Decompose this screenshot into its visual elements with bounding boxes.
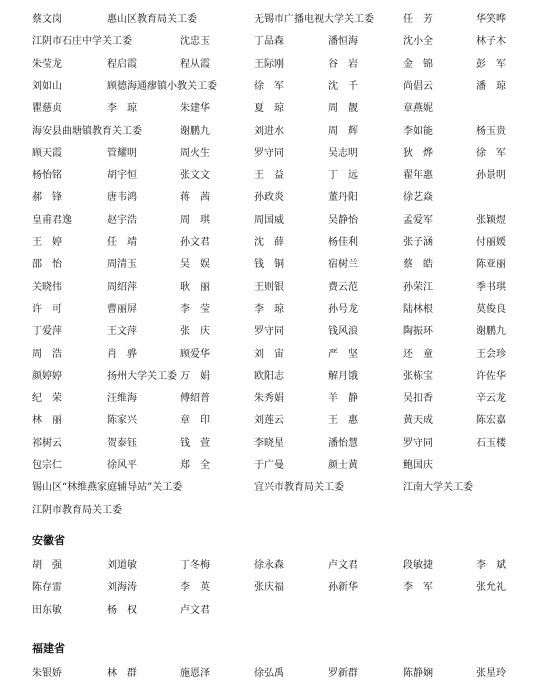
- list-item: 徐永森: [254, 560, 284, 571]
- list-item: 海安县曲塘镇教育关工委: [32, 125, 142, 137]
- list-item: 石玉楼: [476, 437, 506, 449]
- list-item: 陈亚丽: [476, 259, 506, 271]
- list-item: 张庆福: [254, 582, 284, 594]
- name-row: [0, 578, 542, 600]
- list-item: 李晓星: [254, 437, 284, 449]
- list-item: 刘莲云: [254, 415, 284, 427]
- list-item: 段敏捷: [403, 560, 433, 571]
- list-item: 沈 千: [328, 80, 358, 92]
- list-item: 李 琼: [107, 103, 137, 115]
- list-item: 刘道敏: [107, 560, 137, 571]
- list-item: 钱风浪: [328, 326, 358, 338]
- list-item: 许 可: [32, 303, 62, 315]
- list-item: 钱 铜: [254, 259, 284, 271]
- list-item: 肖 骅: [107, 348, 137, 360]
- list-item: 莫俊良: [476, 303, 506, 315]
- list-item: 谷 岩: [328, 58, 358, 70]
- list-item: 曹丽屏: [107, 303, 137, 315]
- list-item: 黄天成: [403, 415, 433, 427]
- name-row: [0, 300, 542, 322]
- list-item: 陶振环: [403, 326, 433, 338]
- list-item: 翟年惠: [403, 170, 433, 182]
- list-item: 羊 静: [328, 393, 358, 405]
- list-item: 李 琼: [254, 303, 284, 315]
- list-item: 章 印: [180, 415, 210, 427]
- list-item: 郝 锋: [32, 192, 62, 204]
- list-item: 顾天霞: [32, 147, 62, 159]
- list-item: 施恩泽: [180, 668, 210, 679]
- organization-name: 江阴市教育局关工委: [32, 504, 122, 516]
- list-item: 陈家兴: [107, 415, 137, 427]
- list-item: 罗守同: [254, 147, 284, 159]
- list-item: 胡宇恒: [107, 170, 137, 182]
- list-item: 李 军: [403, 582, 433, 594]
- list-item: 孙新华: [328, 582, 358, 594]
- list-item: 金 锦: [403, 58, 433, 70]
- list-item: 吴 娱: [180, 259, 210, 271]
- list-item: 林 丽: [32, 415, 62, 427]
- name-row: [0, 434, 542, 456]
- organization-row: [0, 501, 542, 523]
- list-item: 夏 琼: [254, 103, 284, 115]
- list-item: 张文文: [180, 170, 210, 182]
- list-item: 严 坚: [328, 348, 358, 360]
- list-item: 沈 薛: [254, 237, 284, 248]
- list-item: 孙政炎: [254, 192, 284, 204]
- list-item: 朱秀娟: [254, 393, 284, 405]
- list-item: 周 琪: [180, 214, 210, 226]
- list-item: 王 惠: [328, 415, 358, 427]
- list-item: 纪 荣: [32, 393, 62, 405]
- list-item: 吴志明: [328, 147, 358, 159]
- list-item: 还 童: [403, 348, 433, 360]
- list-item: 鲍国庆: [403, 460, 433, 471]
- list-item: 扬州大学关工委: [107, 370, 177, 382]
- list-item: 陈宏嘉: [476, 415, 506, 427]
- list-item: 徐风平: [107, 460, 137, 471]
- list-item: 陆林根: [403, 303, 433, 315]
- list-item: 辛云龙: [476, 393, 506, 405]
- list-item: 张子涵: [403, 237, 433, 248]
- list-item: 周 浩: [32, 348, 62, 360]
- list-item: 蒋 茜: [180, 192, 210, 204]
- organization-name: 江南大学关工委: [403, 482, 473, 494]
- list-item: 张栋宝: [403, 370, 433, 382]
- list-item: 顾爱华: [180, 348, 210, 360]
- name-row: [0, 278, 542, 300]
- list-item: 王会珍: [476, 348, 506, 360]
- name-row: [0, 411, 542, 433]
- list-item: 陈静娴: [403, 668, 433, 679]
- list-item: 潘怡慧: [328, 437, 358, 449]
- list-item: 付丽媛: [476, 237, 506, 248]
- list-item: 欧阳志: [254, 370, 284, 382]
- list-item: 邵 怡: [32, 259, 62, 271]
- name-row: [0, 389, 542, 411]
- list-item: 任 靖: [107, 237, 137, 248]
- list-item: 周火生: [180, 147, 210, 159]
- list-item: 杨怡铭: [32, 170, 62, 182]
- list-item: 李 英: [180, 582, 210, 594]
- list-item: 杨佳利: [328, 237, 358, 248]
- list-item: 江阴市石庄中学关工委: [32, 36, 132, 48]
- list-item: 程从霞: [180, 58, 210, 70]
- section-title: 福建省: [32, 642, 65, 655]
- name-row: [0, 664, 542, 686]
- list-item: 任 芳: [403, 14, 433, 25]
- name-row: [0, 188, 542, 210]
- list-item: 张允礼: [476, 582, 506, 594]
- list-item: 费云范: [328, 281, 358, 293]
- list-item: 胡 强: [32, 560, 62, 571]
- list-item: 杨玉贵: [476, 125, 506, 137]
- list-item: 王 益: [254, 170, 284, 182]
- name-row: [0, 233, 542, 255]
- list-item: 谢鹏九: [476, 326, 506, 338]
- list-item: 彭 军: [476, 58, 506, 70]
- list-item: 傅绍普: [180, 393, 210, 405]
- list-item: 杨 权: [107, 604, 137, 616]
- list-item: 吴扣香: [403, 393, 433, 405]
- list-item: 朱银娇: [32, 668, 62, 679]
- list-item: 关晓伟: [32, 281, 62, 293]
- organization-name: 宜兴市教育局关工委: [254, 482, 344, 494]
- list-item: 刘进水: [254, 125, 284, 137]
- list-item: 惠山区教育局关工委: [107, 14, 197, 25]
- list-item: 瞿慈贞: [32, 103, 62, 115]
- list-item: 宿树兰: [328, 259, 358, 271]
- list-item: 周绍萍: [107, 281, 137, 293]
- list-item: 季书琪: [476, 281, 506, 293]
- list-item: 徐 军: [476, 147, 506, 159]
- list-item: 李如能: [403, 125, 433, 137]
- list-item: 卢文君: [328, 560, 358, 571]
- name-row: [0, 255, 542, 277]
- list-item: 郑 全: [180, 460, 210, 471]
- list-item: 李 莹: [180, 303, 210, 315]
- list-item: 丁品森: [254, 36, 284, 48]
- list-item: 罗守同: [403, 437, 433, 449]
- list-item: 丁爱萍: [32, 326, 62, 338]
- name-row: [0, 367, 542, 389]
- name-row: [0, 77, 542, 99]
- list-item: 耿 丽: [180, 281, 210, 293]
- list-item: 田东敏: [32, 604, 62, 616]
- list-item: 王文萍: [107, 326, 137, 338]
- list-item: 王 婷: [32, 237, 62, 248]
- list-item: 李 斌: [476, 560, 506, 571]
- list-item: 林子木: [476, 36, 506, 48]
- name-row: [0, 122, 542, 144]
- list-item: 程启霞: [107, 58, 137, 70]
- name-row: [0, 601, 542, 623]
- section-title: 安徽省: [32, 534, 65, 547]
- list-item: 孙景明: [476, 170, 506, 182]
- list-item: 罗守同: [254, 326, 284, 338]
- list-item: 张颖煜: [476, 214, 506, 226]
- list-item: 万 娟: [180, 370, 210, 382]
- list-item: 祁树云: [32, 437, 62, 449]
- list-item: 丁 远: [328, 170, 358, 182]
- list-item: 无锡市广播电视大学关工委: [254, 14, 374, 25]
- list-item: 谢鹏九: [180, 125, 210, 137]
- list-item: 沈忠玉: [180, 36, 210, 48]
- name-row: [0, 10, 542, 32]
- list-item: 贺泰钰: [107, 437, 137, 449]
- name-row: [0, 322, 542, 344]
- list-item: 蔡文岗: [32, 14, 62, 25]
- list-item: 王则银: [254, 281, 284, 293]
- list-item: 孙号龙: [328, 303, 358, 315]
- list-item: 潘恒海: [328, 36, 358, 48]
- list-item: 唐韦鸿: [107, 192, 137, 204]
- list-item: 董丹阳: [328, 192, 358, 204]
- list-item: 包宗仁: [32, 460, 62, 471]
- list-item: 吴静怡: [328, 214, 358, 226]
- list-item: 狄 烨: [403, 147, 433, 159]
- list-item: 钱 萱: [180, 437, 210, 449]
- organization-row: [0, 478, 542, 500]
- list-item: 刘如山: [32, 80, 62, 92]
- list-item: 张星玲: [476, 668, 506, 679]
- list-item: 朱建华: [180, 103, 210, 115]
- list-item: 陈存雷: [32, 582, 62, 594]
- list-item: 赵宇浩: [107, 214, 137, 226]
- list-item: 周 靓: [328, 103, 358, 115]
- list-item: 颜婷婷: [32, 370, 62, 382]
- list-item: 刘海涛: [107, 582, 137, 594]
- name-row: [0, 32, 542, 54]
- list-item: 汪维海: [107, 393, 137, 405]
- list-item: 于广曼: [254, 460, 284, 471]
- organization-name: 锡山区“林维燕家庭辅导站”关工委: [32, 482, 183, 494]
- name-row: [0, 556, 542, 578]
- list-item: 周清玉: [107, 259, 137, 271]
- list-item: 章燕妮: [403, 103, 433, 115]
- list-item: 丁冬梅: [180, 560, 210, 571]
- list-item: 林 群: [107, 668, 137, 679]
- name-row: [0, 55, 542, 77]
- name-row: [0, 144, 542, 166]
- list-item: 管耀明: [107, 147, 137, 159]
- list-item: 刘 宙: [254, 348, 284, 360]
- name-row: [0, 345, 542, 367]
- name-row: [0, 99, 542, 121]
- list-item: 朱莹龙: [32, 58, 62, 70]
- list-item: 尚倡云: [403, 80, 433, 92]
- list-item: 孙文君: [180, 237, 210, 248]
- list-item: 孟爱军: [403, 214, 433, 226]
- list-item: 徐艺焱: [403, 192, 433, 204]
- list-item: 皇甫君逸: [32, 214, 72, 226]
- list-item: 徐弘禹: [254, 668, 284, 679]
- list-item: 卢文君: [180, 604, 210, 616]
- list-item: 潘 琼: [476, 80, 506, 92]
- list-item: 解月饿: [328, 370, 358, 382]
- name-row: [0, 166, 542, 188]
- list-item: 徐 军: [254, 80, 284, 92]
- list-item: 蔡 皓: [403, 259, 433, 271]
- list-item: 沈小全: [403, 36, 433, 48]
- name-row: [0, 456, 542, 478]
- list-item: 许佐华: [476, 370, 506, 382]
- name-row: [0, 211, 542, 233]
- list-item: 罗新群: [328, 668, 358, 679]
- list-item: 孙荣江: [403, 281, 433, 293]
- list-item: 周 辉: [328, 125, 358, 137]
- list-item: 张 庆: [180, 326, 210, 338]
- list-item: 王际刚: [254, 58, 284, 70]
- list-item: 顾德海通瘳镇小教关工委: [107, 80, 217, 92]
- list-item: 周国威: [254, 214, 284, 226]
- list-item: 华笑哗: [476, 14, 506, 25]
- list-item: 颜士黄: [328, 460, 358, 471]
